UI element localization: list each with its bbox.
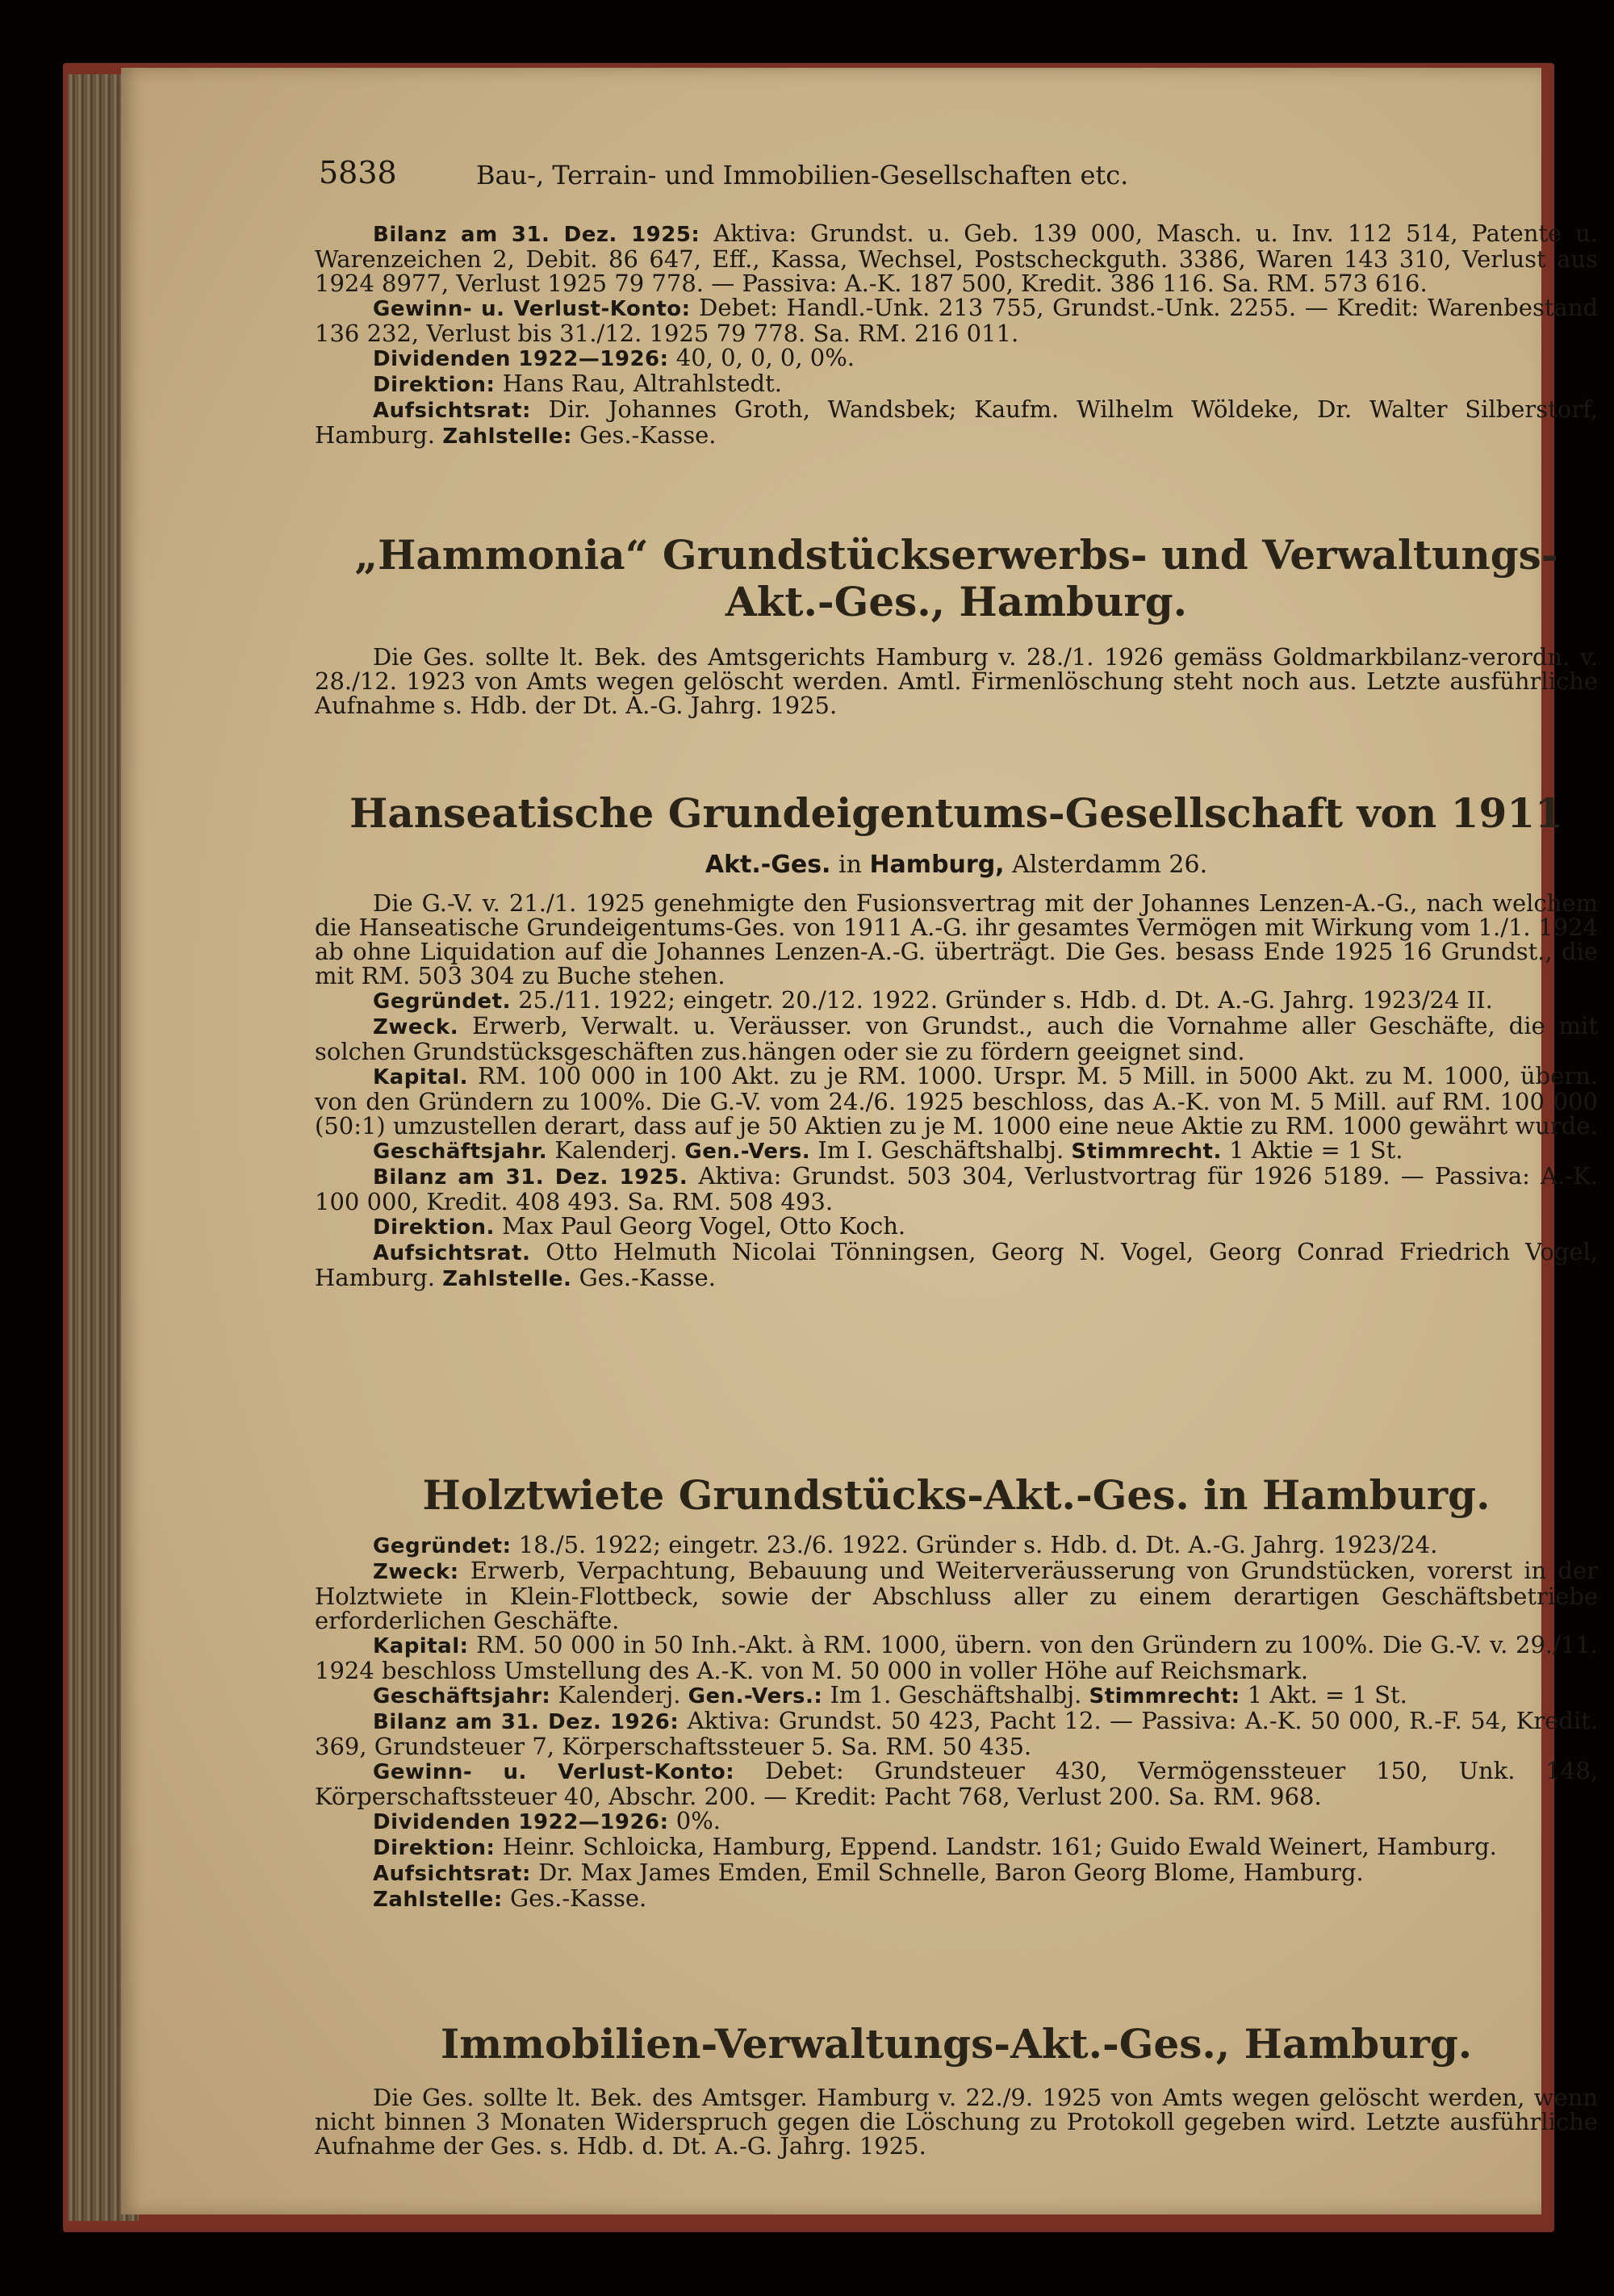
founded-paragraph: Gegründet: 18./5. 1922; eingetr. 23./6. 1922. Gründer s. Hdb. d. Dt. A.-G. Jahrg. 1923/24. [373, 1531, 1438, 1558]
paying-agent-paragraph: Zahlstelle: Ges.-Kasse. [373, 1884, 647, 1912]
section-title-hanseatische: Hanseatische Grundeigentums-Gesellschaft von 1911 [349, 789, 1563, 837]
supervisory-board-paragraph: Aufsichtsrat. Otto Helmuth Nicolai Tönningsen, Georg N. Vogel, Georg Conrad Friedrich Vogel, Hamburg. Zahlstelle. Ges.-Kasse. [315, 1238, 1598, 1291]
purpose-paragraph: Zweck. Erwerb, Verwalt. u. Veräusser. von Grundst., auch die Vornahme aller Geschäfte, die mit solchen Grundstücksgeschäften zus.hängen oder sie zu fördern geeignet sind. [315, 1012, 1598, 1065]
founded-paragraph: Gegründet. 25./11. 1922; eingetr. 20./12. 1922. Gründer s. Hdb. d. Dt. A.-G. Jahrg. 1923/24 II. [373, 986, 1493, 1014]
capital-paragraph: Kapital. RM. 100 000 in 100 Akt. zu je RM. 1000. Urspr. M. 5 Mill. in 5000 Akt. zu M. 1000, übern. von den Gründern zu 100%. Die G.-V. vom 24./6. 1925 beschloss, das A.-K. von M. 5 Mill. auf RM. 100 000 (50:1) umzustellen derart, dass auf je 50 Aktien zu je M. 1000 eine neue Aktie zu RM. 1000 gewährt wurde. [315, 1062, 1599, 1140]
dividends-paragraph: Dividenden 1922—1926: 0%. [373, 1807, 721, 1834]
direction-paragraph: Direktion. Max Paul Georg Vogel, Otto Koch. [373, 1212, 906, 1240]
balance-paragraph: Bilanz am 31. Dez. 1926: Aktiva: Grundst. 50 423, Pacht 12. — Passiva: A.-K. 50 000, R.-F. 54, Kredit. 369, Grundsteuer 7, Körperschaftssteuer 5. Sa. RM. 50 435. [315, 1707, 1599, 1760]
running-title: Bau-, Terrain- und Immobilien-Gesellschaften etc. [476, 160, 1129, 190]
entry-immobilien [315, 2085, 1598, 2158]
fiscal-year-paragraph: Geschäftsjahr. Kalenderj. Gen.-Vers. Im I. Geschäftshalbj. Stimmrecht. 1 Aktie = 1 St. [373, 1136, 1403, 1164]
supervisory-board-paragraph: Aufsichtsrat: Dir. Johannes Groth, Wandsbek; Kaufm. Wilhelm Wöldeke, Dr. Walter Silberstorf, Hamburg. Zahlstelle: Ges.-Kasse. [315, 395, 1599, 449]
page-content [315, 68, 1598, 2214]
book-page [121, 68, 1599, 2214]
section-title-hammonia: „Hammonia“ Grundstückserwerbs- und Verwaltungs- Akt.-Ges., Hamburg. [354, 531, 1558, 625]
page-number: 5838 [319, 155, 397, 190]
balance-paragraph: Bilanz am 31. Dez. 1925. Aktiva: Grundst. 503 304, Verlustvortrag für 1926 5189. — Passiva: A.-K. 100 000, Kredit. 408 493. Sa. RM. 508 493. [315, 1162, 1598, 1215]
capital-paragraph: Kapital: RM. 50 000 in 50 Inh.-Akt. à RM. 1000, übern. von den Gründern zu 100%. Die G.-V. v. 29./11. 1924 beschloss Umstellung des A.-K. von M. 50 000 in voller Höhe auf Reichsmark. [315, 1631, 1598, 1684]
direction-paragraph: Direktion: Heinr. Schloicka, Hamburg, Eppend. Landstr. 161; Guido Ewald Weinert, Hamburg. [373, 1833, 1497, 1860]
entry-text: Die Ges. sollte lt. Bek. des Amtsgerichts Hamburg v. 28./1. 1926 gemäss Goldmarkbilanz-verordn. v. 28./12. 1923 von Amts wegen gelöscht werden. Amtl. Firmenlöschung steht noch aus. Letzte ausführliche Aufnahme s. Hdb. der Dt. A.-G. Jahrg. 1925. [315, 643, 1598, 719]
entry-hammonia [315, 645, 1598, 717]
fiscal-year-paragraph: Geschäftsjahr: Kalenderj. Gen.-Vers.: Im 1. Geschäftshalbj. Stimmrecht: 1 Akt. = 1 St. [373, 1681, 1407, 1708]
supervisory-board-paragraph: Aufsichtsrat: Dr. Max James Emden, Emil Schnelle, Baron Georg Blome, Hamburg. [373, 1859, 1364, 1886]
section-subtitle-hanseatische: Akt.-Ges. in Hamburg, Alsterdamm 26. [705, 851, 1208, 879]
entry-holztwiete [315, 1533, 1598, 1912]
entry-hanseatische [315, 891, 1598, 1291]
profit-loss-paragraph: Gewinn- u. Verlust-Konto: Debet: Handl.-Unk. 213 755, Grundst.-Unk. 2255. — Kredit: Warenbestand 136 232, Verlust bis 31./12. 1925 79 778. Sa. RM. 216 011. [315, 294, 1599, 347]
balance-paragraph: Bilanz am 31. Dez. 1925: Aktiva: Grundst. u. Geb. 139 000, Masch. u. Inv. 112 514, Patente u. Warenzeichen 2, Debit. 86 647, Eff., Kassa, Wechsel, Postscheckguth. 3386, Waren 143 310, Verlust aus 1924 8977, Verlust 1925 79 778. — Passiva: A.-K. 187 500, Kredit. 386 116. Sa. RM. 573 616. [315, 220, 1598, 297]
section-title-holztwiete: Holztwiete Grundstücks-Akt.-Ges. in Hamburg. [422, 1471, 1491, 1519]
purpose-paragraph: Zweck: Erwerb, Verpachtung, Bebauung und Weiterveräusserung von Grundstücken, vorerst in der Holztwiete in Klein-Flottbeck, sowie der Abschluss aller zu einem derartigen Geschäftsbetriebe erforderlichen Geschäfte. [315, 1557, 1598, 1634]
direction-paragraph: Direktion: Hans Rau, Altrahlstedt. [373, 370, 782, 397]
fusion-paragraph: Die G.-V. v. 21./1. 1925 genehmigte den Fusionsvertrag mit der Johannes Lenzen-A.-G., nach welchem die Hanseatische Grundeigentums-Ges. von 1911 A.-G. ihr gesamtes Vermögen mit Wirkung vom 1./1. 1924 ab ohne Liquidation auf die Johannes Lenzen-A.-G. überträgt. Die Ges. besass Ende 1925 16 Grundst., die mit RM. 503 304 zu Buche stehen. [315, 889, 1598, 989]
entry-text: Die Ges. sollte lt. Bek. des Amtsger. Hamburg v. 22./9. 1925 von Amts wegen gelöscht werden, wenn nicht binnen 3 Monaten Widerspruch gegen die Löschung zu Protokoll gegeben wird. Letzte ausführliche Aufnahme der Ges. s. Hdb. d. Dt. A.-G. Jahrg. 1925. [315, 2084, 1598, 2160]
section-title-immobilien: Immobilien-Verwaltungs-Akt.-Ges., Hamburg. [440, 2020, 1473, 2068]
dividends-paragraph: Dividenden 1922—1926: 40, 0, 0, 0, 0%. [373, 344, 855, 371]
profit-loss-paragraph: Gewinn- u. Verlust-Konto: Debet: Grundsteuer 430, Vermögenssteuer 150, Unk. 148, Körperschaftssteuer 40, Abschr. 200. — Kredit: Pacht 768, Verlust 200. Sa. RM. 968. [315, 1757, 1599, 1810]
entry-continuation [315, 221, 1598, 449]
